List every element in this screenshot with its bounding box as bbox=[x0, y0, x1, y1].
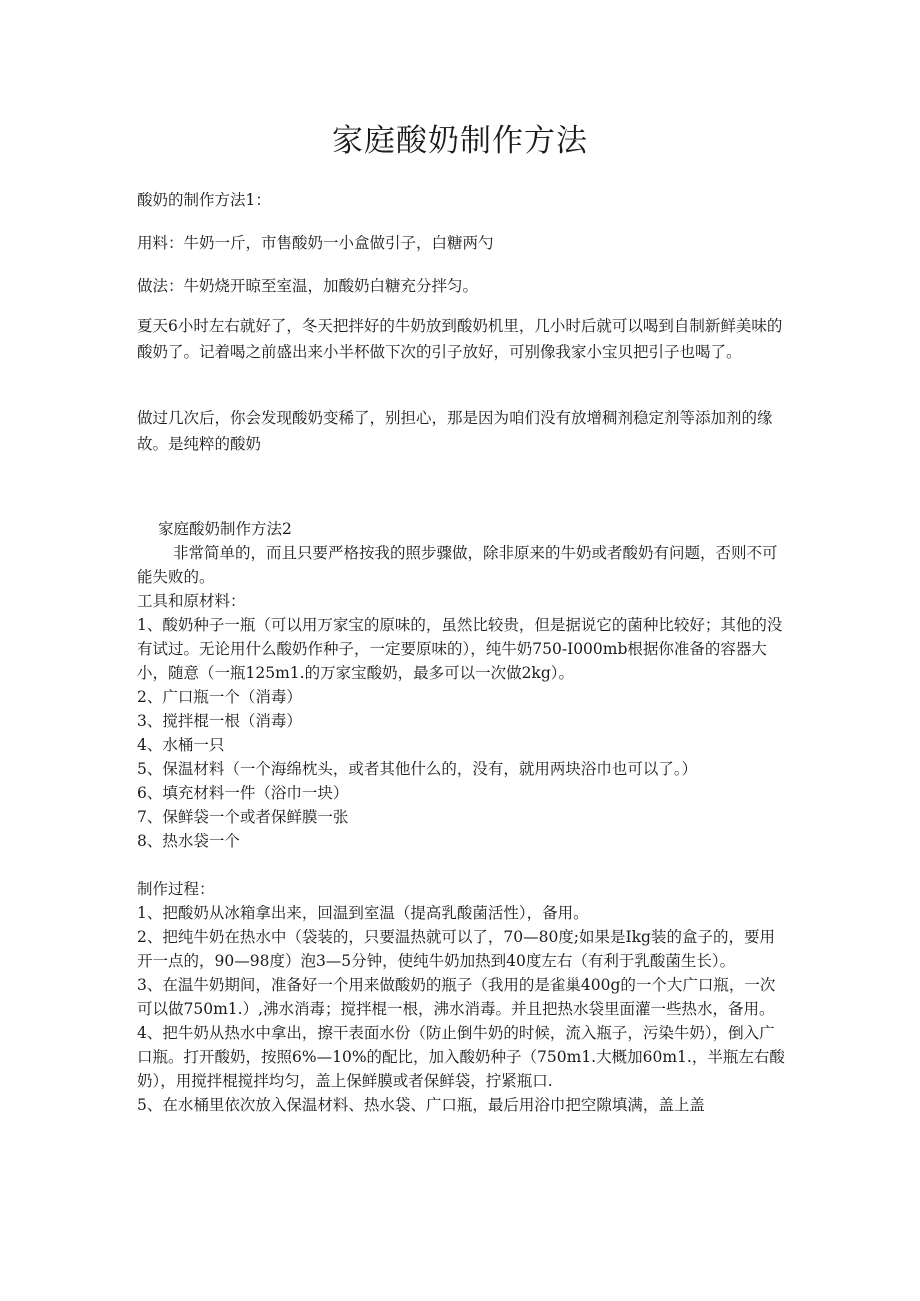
list-item: 5、保温材料（一个海绵枕头，或者其他什么的，没有，就用两块浴巾也可以了。） bbox=[137, 760, 698, 778]
list-item: 5、在水桶里依次放入保温材料、热水袋、广口瓶，最后用浴巾把空隙填满，盖上盖 bbox=[137, 1096, 705, 1114]
section1-heading: 酸奶的制作方法1： bbox=[137, 191, 271, 209]
spacer bbox=[137, 853, 787, 877]
page-title: 家庭酸奶制作方法 bbox=[332, 123, 588, 159]
list-item: 4、水桶一只 bbox=[137, 736, 225, 754]
list-item: 1、把酸奶从冰箱拿出来，回温到室温（提高乳酸菌活性），备用。 bbox=[137, 904, 589, 922]
list-item: 1、酸奶种子一瓶（可以用万家宝的原味的，虽然比较贵，但是据说它的菌种比较好；其他的没有试过。无论用什么酸奶作种子，一定要原味的），纯牛奶750-I000mb根据你准备的容器大小，随意（一瓶125m1.的万家宝酸奶，最多可以一次做2kg）。 bbox=[137, 616, 783, 682]
list-item: 2、把纯牛奶在热水中（袋装的，只要温热就可以了，70—80度;如果是Ikg装的盒子的，要用开一点的，90—98度）泡3—5分钟，使纯牛奶加热到40度左右（有利于乳酸菌生长）。 bbox=[137, 928, 775, 970]
ingredients-paragraph: 用料：牛奶一斤，市售酸奶一小盒做引子，白糖两勺 bbox=[137, 234, 494, 252]
body-paragraph: 做过几次后，你会发现酸奶变稀了，别担心，那是因为咱们没有放增稠剂稳定剂等添加剂的缘故。是纯粹的酸奶 bbox=[137, 409, 773, 453]
body-paragraph: 夏天6小时左右就好了，冬天把拌好的牛奶放到酸奶机里，几小时后就可以喝到自制新鲜美味的酸奶了。记着喝之前盛出来小半杯做下次的引子放好，可别像我家小宝贝把引子也喝了。 bbox=[137, 317, 783, 361]
list-item: 6、填充材料一件（浴巾一块） bbox=[137, 784, 349, 802]
list-item: 3、搅拌棍一根（消毒） bbox=[137, 712, 302, 730]
list-item: 8、热水袋一个 bbox=[137, 832, 240, 850]
list-item: 2、广口瓶一个（消毒） bbox=[137, 688, 302, 706]
intro-paragraph: 非常简单的，而且只要严格按我的照步骤做，除非原来的牛奶或者酸奶有问题，否则不可能失败的。 bbox=[137, 544, 778, 586]
process-heading: 制作过程： bbox=[137, 880, 215, 898]
section2-subtitle: 家庭酸奶制作方法2 bbox=[158, 520, 292, 538]
list-item: 7、保鲜袋一个或者保鲜膜一张 bbox=[137, 808, 349, 826]
list-item: 4、把牛奶从热水中拿出，擦干表面水份（防止倒牛奶的时候，流入瓶子，污染牛奶），倒入广口瓶。打开酸奶，按照6%—10%的配比，加入酸奶种子（750m1.大概加60m1.，半瓶左右酸奶），用搅拌棍搅拌均匀，盖上保鲜膜或者保鲜袋，拧紧瓶口. bbox=[137, 1024, 785, 1090]
method-paragraph: 做法：牛奶烧开晾至室温，加酸奶白糖充分拌匀。 bbox=[137, 277, 479, 295]
section-method-2 bbox=[137, 517, 787, 1117]
tools-heading: 工具和原材料： bbox=[137, 592, 246, 610]
list-item: 3、在温牛奶期间，准备好一个用来做酸奶的瓶子（我用的是雀巢400g的一个大广口瓶，一次可以做750m1.）,沸水消毒；搅拌棍一根，沸水消毒。并且把热水袋里面灌一些热水，备用。 bbox=[137, 976, 776, 1018]
